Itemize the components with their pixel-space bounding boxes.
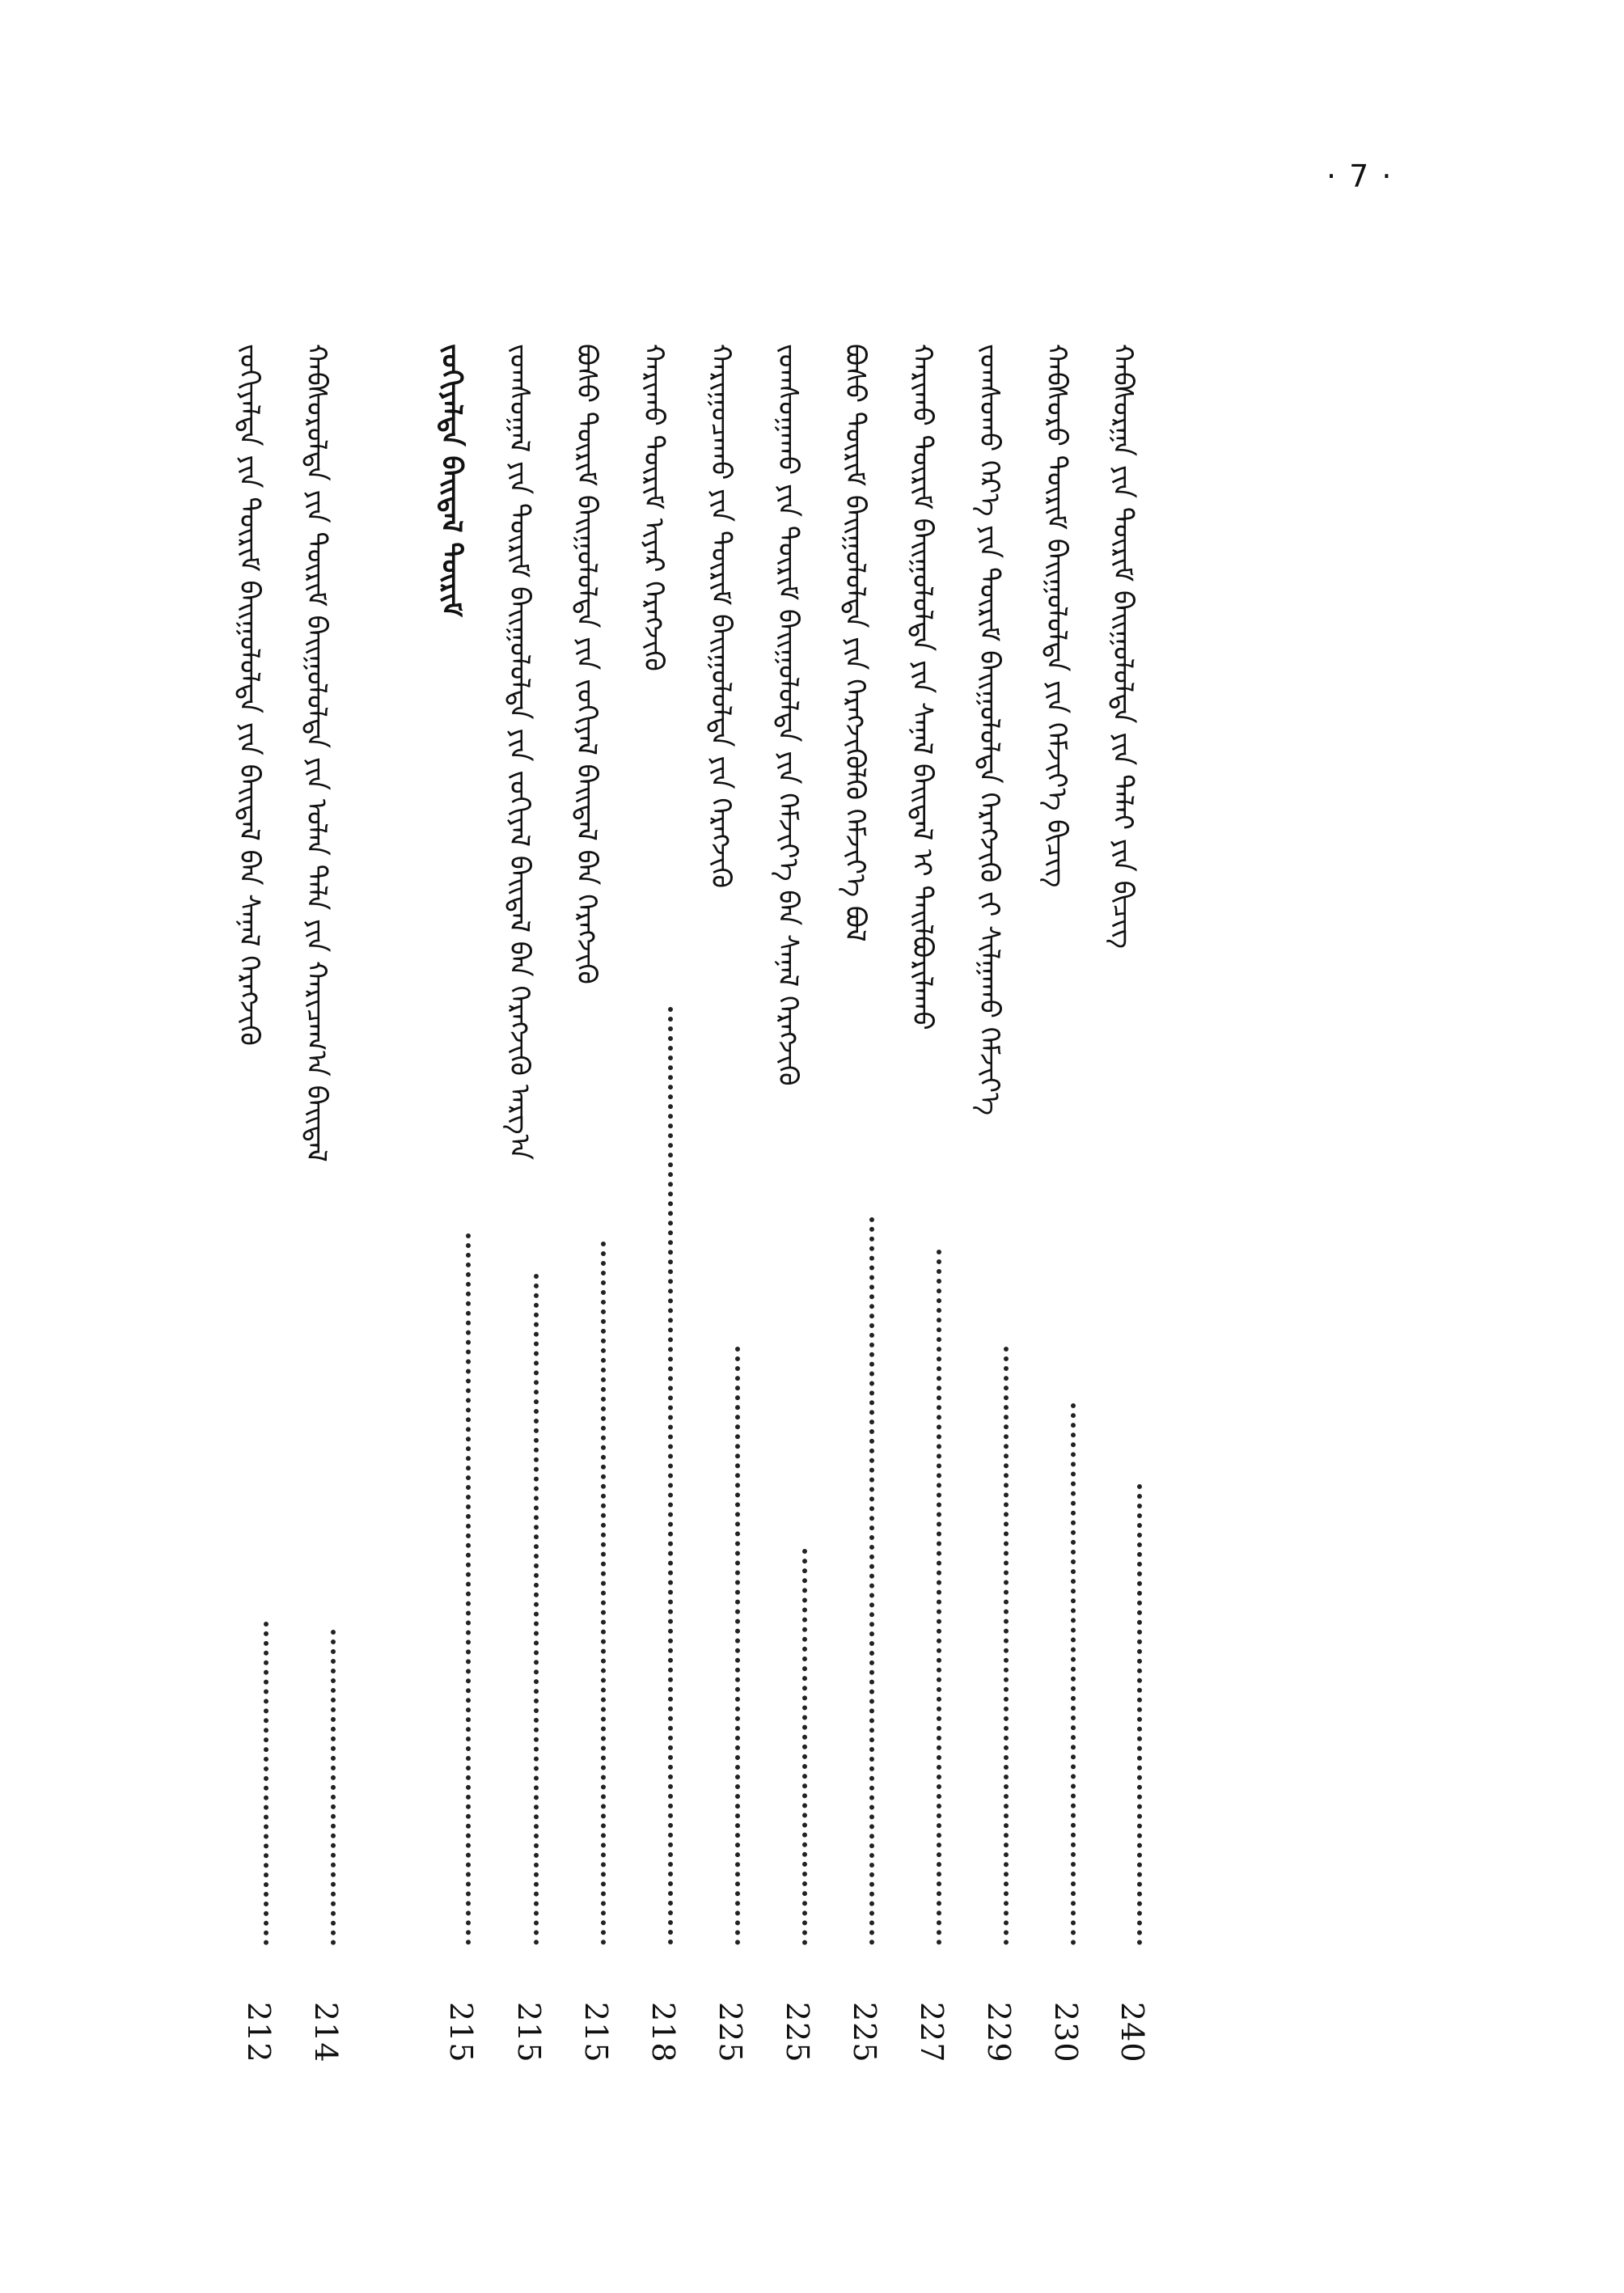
dotted-leader [331, 1630, 336, 1945]
toc-entry-page-number: 215 [511, 2002, 547, 2063]
toc-entry-page-number: 214 [308, 2002, 344, 2063]
toc-entry[interactable] [1040, 344, 1097, 2063]
toc-entry-page-number: 218 [645, 2002, 681, 2063]
toc-entry-page-number: 215 [443, 2002, 479, 2063]
toc-entry[interactable] [233, 344, 290, 2063]
toc-entry-title: ᠬᠠᠪᠰᠤᠷᠭᠠ ᠶᠢᠨ ᠳᠦᠷᠢᠮ ᠪᠠᠢᠭᠤᠯᠤᠯᠲᠠ ᠶᠢᠨ ᠳᠠᠯᠠᠢ ᠶᠢᠨ ᠪᠢᠴᠢᠭ [1106, 344, 1139, 949]
toc-entry-page-number: 229 [981, 2002, 1017, 2063]
toc-entry-title: ᠪᠤᠰᠤ ᠳᠦᠷᠢᠮ ᠪᠠᠢᠭᠤᠯᠤᠯᠲᠠ ᠶᠢᠨ ᠬᠡᠷᠡᠭᠵᠢᠭᠦᠯᠬᠦ ᠬᠡᠮᠵᠢᠶ᠎ᠡ ᠪᠣᠯ [839, 344, 871, 942]
toc-entry[interactable] [772, 344, 828, 2063]
toc-entry[interactable] [973, 344, 1030, 2063]
toc-entry-title: ᠬᠠᠷᠢᠬᠤ ᠳᠦᠷᠢᠮ ᠢᠶᠡᠷ ᠬᠡᠷᠡᠭᠵᠢᠬᠦ [637, 344, 670, 671]
toc-entry[interactable] [839, 344, 895, 2063]
toc-entry-title: ᠬᠠᠪᠰᠤᠷᠤ ᠳᠦᠷᠢᠮ ᠪᠠᠢᠭᠤᠯᠤᠯᠲᠠ ᠶᠢᠨ ᠬᠡᠮᠵᠢᠶ᠎ᠡ ᠪᠢᠴᠢᠭ [1040, 344, 1072, 888]
toc-entry-title: ᠵᠣᠬᠢᠶᠠᠯᠲᠠ ᠶᠢᠨ ᠳᠦᠷᠢᠮ ᠪᠠᠢᠭᠤᠯᠤᠯᠲᠠ ᠶᠢᠨ ᠪᠠᠢᠳᠠᠯ ᠪᠡᠨ ᠰᠠᠨᠠᠯ ᠬᠡᠷᠡᠭᠵᠢᠬᠦ [233, 344, 265, 1046]
toc-entry-page-number: 225 [713, 2002, 748, 2063]
dotted-leader [937, 1250, 941, 1945]
toc-entry[interactable] [300, 344, 357, 2063]
dotted-leader [668, 1007, 673, 1945]
toc-entry-title: ᠬᠠᠷᠢᠬᠤ ᠳᠦᠷᠢᠮ ᠪᠠᠢᠭᠤᠯᠤᠯᠲᠠ ᠶᠢᠨ ᠰᠠᠨᠠᠯ ᠪᠠᠢᠳᠠᠯ ᠢ ᠲᠠᠢᠯᠪᠤᠷᠢᠯᠠᠬᠤ [906, 344, 938, 1030]
toc-entry-page-number: 227 [914, 2002, 949, 2063]
toc-entry-title: ᠵᠣᠭᠰᠣᠭᠠᠯ ᠶᠢᠨ ᠳᠦᠷᠢᠮ ᠪᠠᠢᠭᠤᠯᠤᠯᠲᠠ ᠶᠢᠨ ᠵᠣᠬᠢᠶᠠᠯ ᠪᠠᠢᠳᠠᠯ ᠪᠡᠨ ᠬᠡᠷᠡᠭᠵᠢᠬᠦ ᠠᠷᠭ᠎ᠠ [503, 344, 535, 1161]
toc-entry-page-number: 212 [241, 2002, 277, 2063]
dotted-leader [1004, 1347, 1009, 1945]
toc-entry-page-number: 215 [578, 2002, 614, 2063]
toc-entry-page-number: 225 [780, 2002, 815, 2063]
toc-entry[interactable] [637, 344, 694, 2063]
toc-entry-page-number: 225 [847, 2002, 882, 2063]
dotted-leader [869, 1217, 874, 1945]
dotted-leader [1071, 1403, 1076, 1945]
toc-entry[interactable] [503, 344, 560, 2063]
toc-entry-page-number: 240 [1114, 2002, 1150, 2063]
toc-entry[interactable] [704, 344, 761, 2063]
dotted-leader [466, 1233, 471, 1945]
toc-entry-page-number: 230 [1048, 2002, 1084, 2063]
toc-entry-title: ᠵᠣᠭᠰᠣᠭᠠᠬᠤ ᠶᠢᠨ ᠳᠦᠷᠢᠮ ᠪᠠᠢᠭᠤᠯᠤᠯᠲᠠ ᠶᠢᠨ ᠬᠡᠮᠵᠢᠶ᠎ᠡ ᠪᠡᠨ ᠰᠠᠨᠠᠯ ᠬᠡᠷᠡᠭᠵᠢᠬᠦ [772, 344, 804, 1086]
dotted-leader [1137, 1484, 1142, 1945]
toc-entry[interactable] [570, 344, 627, 2063]
dotted-leader [802, 1549, 807, 1945]
toc-entry[interactable] [435, 344, 492, 2063]
toc-entry-title: ᠬᠠᠪᠰᠤᠷᠤᠯᠲᠠ ᠶᠢᠨ ᠳᠦᠷᠢᠮ ᠪᠠᠢᠭᠤᠯᠤᠯᠲᠠ ᠶᠢᠨ ᠣᠯᠠᠨ ᠲᠠᠯᠠ ᠶᠢᠨ ᠬᠠᠷᠢᠴᠠᠭ᠎ᠠ ᠪᠠᠢᠳᠠᠯ [300, 344, 332, 1162]
toc-entry[interactable] [906, 344, 962, 2063]
toc-entry[interactable] [1106, 344, 1163, 2063]
toc-entry-title: ᠬᠠᠷᠢᠭᠤᠴᠠᠬᠤ ᠶᠢᠨ ᠳᠦᠷᠢᠮ ᠪᠠᠢᠭᠤᠯᠤᠯᠲᠠ ᠶᠢᠨ ᠬᠡᠷᠡᠭᠵᠢᠬᠦ [704, 344, 737, 889]
dotted-leader [601, 1242, 606, 1945]
dotted-leader [264, 1622, 269, 1945]
page-number: · 7 · [1326, 159, 1394, 194]
dotted-leader [534, 1274, 539, 1945]
toc-entry-title: ᠵᠣᠬᠢᠶᠠᠯᠲᠠ ᠪᠠᠢᠳᠠᠯ ᠳᠦᠷᠢᠮ [435, 344, 467, 617]
toc-entry-title: ᠪᠤᠰᠤ ᠳᠦᠷᠢᠮ ᠪᠠᠢᠭᠤᠯᠤᠯᠲᠠ ᠶᠢᠨ ᠵᠣᠬᠢᠶᠠᠯ ᠪᠠᠢᠳᠠᠯ ᠪᠡᠨ ᠬᠡᠷᠡᠭᠵᠢᠬᠦ [570, 344, 603, 984]
toc-entry-title: ᠵᠣᠭᠰᠣᠬᠤ ᠭᠡᠷ᠎ᠡ ᠶᠢᠨ ᠳᠦᠷᠢᠮ ᠪᠠᠢᠭᠤᠯᠤᠯᠲᠠ ᠬᠡᠷᠡᠭᠵᠢᠬᠦ ᠵᠢ ᠰᠢᠯᠭᠠᠬᠤ ᠬᠡᠮᠵᠢᠶ᠎ᠡ [973, 344, 1005, 1116]
dotted-leader [735, 1347, 740, 1945]
